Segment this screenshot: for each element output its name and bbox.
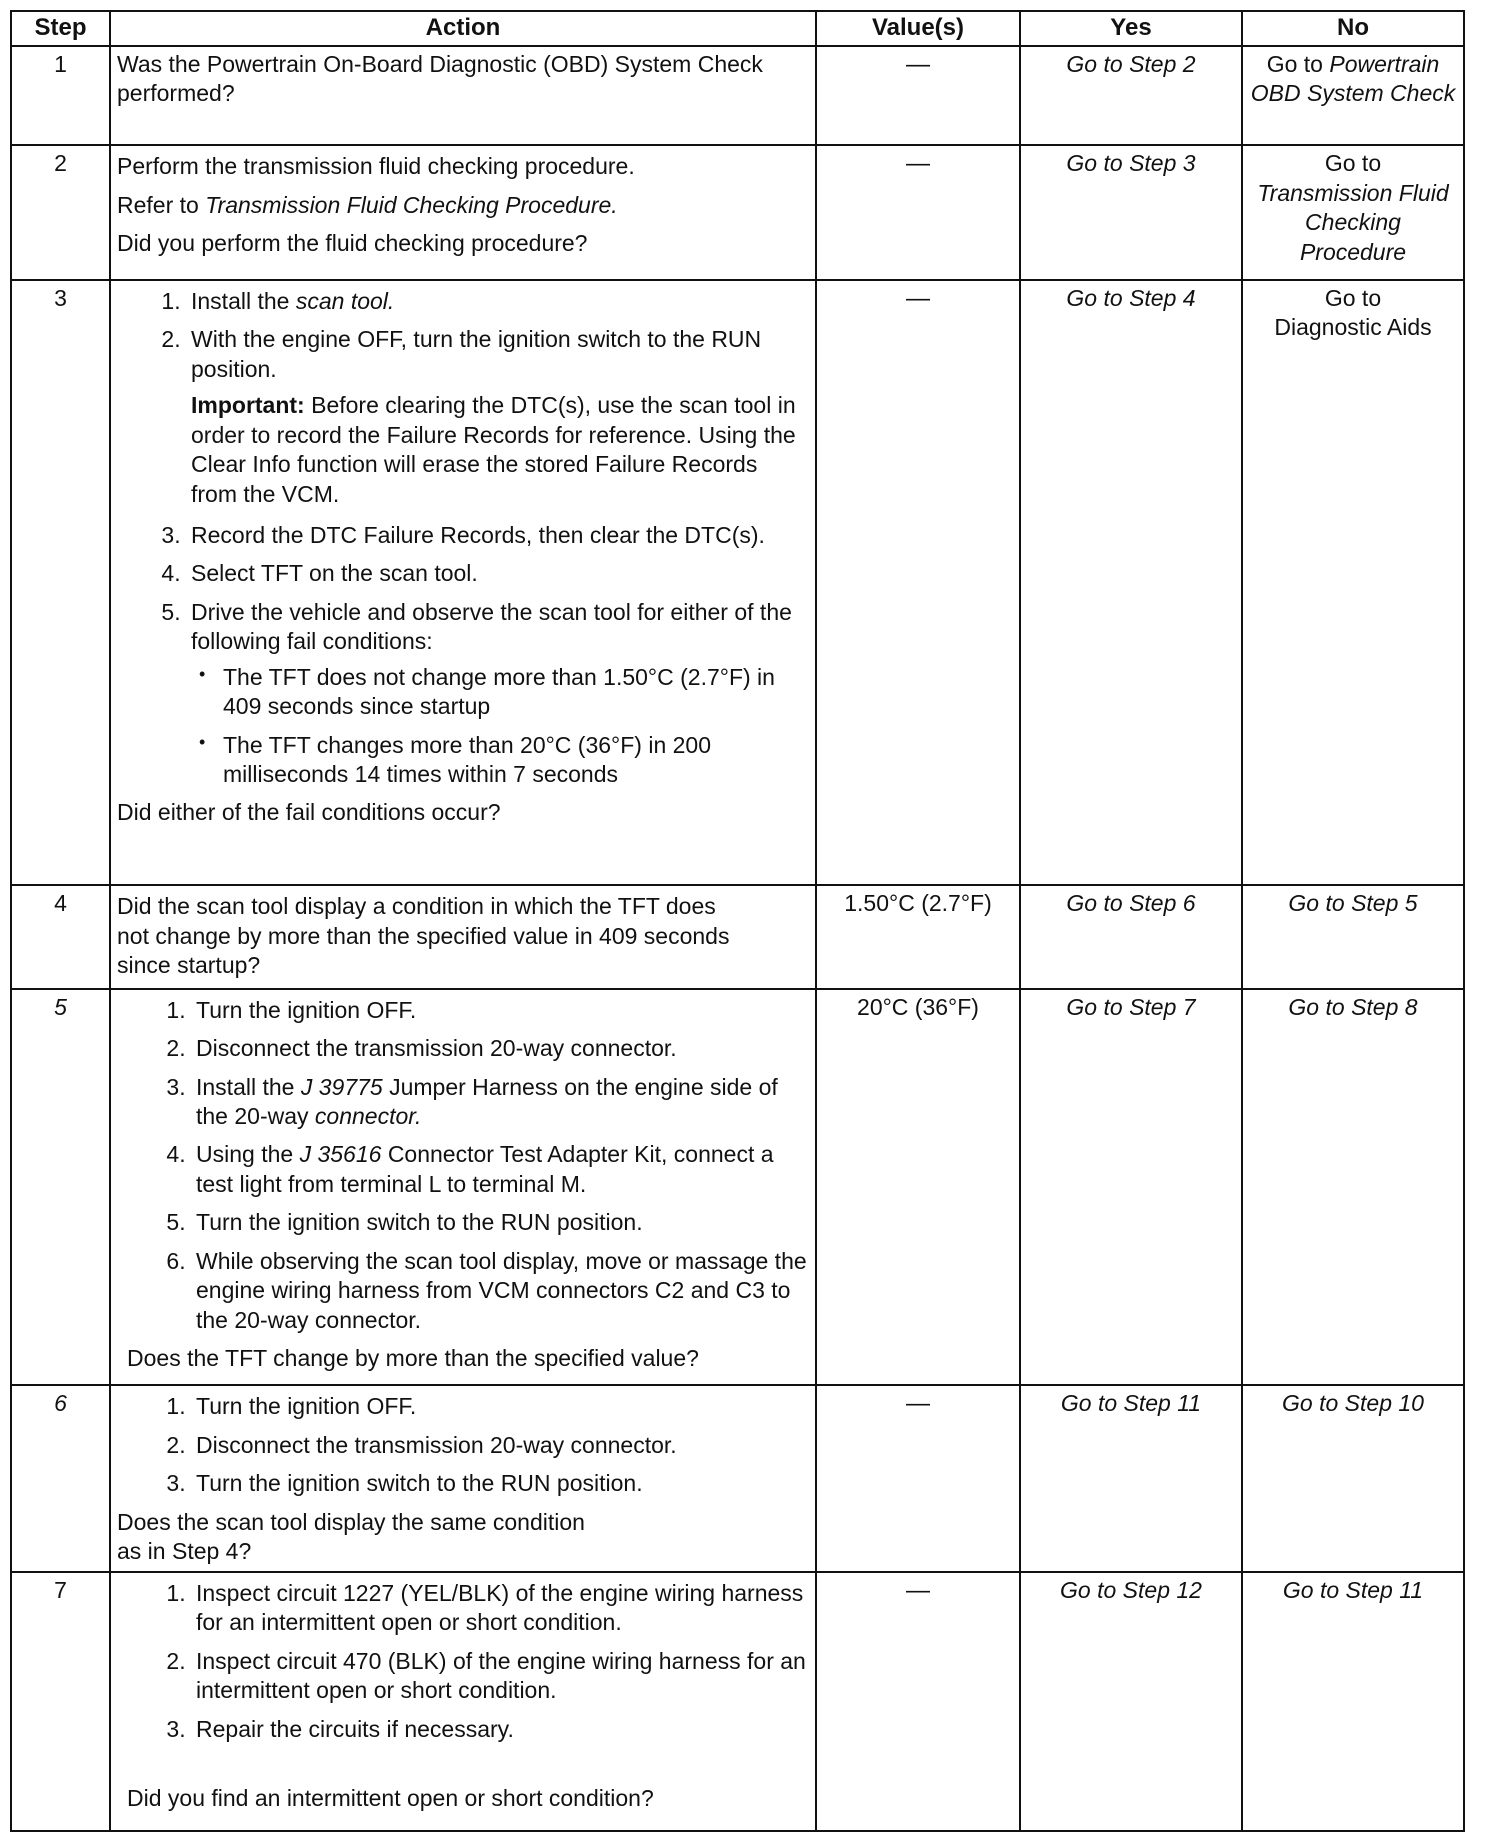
action-item: 1. Turn the ignition OFF.	[192, 1392, 809, 1421]
value-cell: —	[816, 1572, 1020, 1831]
header-values: Value(s)	[816, 11, 1020, 46]
action-question: Did you find an intermittent open or short condition?	[127, 1785, 654, 1812]
action-cell	[110, 885, 816, 988]
action-item: 5. Turn the ignition switch to the RUN position.	[192, 1208, 809, 1237]
no-cell: Go to Diagnostic Aids	[1242, 280, 1464, 885]
action-item: 2. Disconnect the transmission 20-way connector.	[192, 1034, 809, 1063]
yes-cell: Go to Step 6	[1020, 885, 1242, 988]
action-item: 3. Install the J 39775 Jumper Harness on the engine side of the 20-way connector.	[192, 1073, 809, 1132]
action-question: Did the scan tool display a condition in which the TFT does not change by more than the specified value in 409 seconds since startup?	[117, 893, 730, 979]
action-item: 3. Repair the circuits if necessary.	[192, 1715, 809, 1744]
yes-cell: Go to Step 2	[1020, 46, 1242, 145]
fail-condition: • The TFT changes more than 20°C (36°F) in 200 milliseconds 14 times within 7 seconds	[219, 731, 809, 790]
action-question: Did either of the fail conditions occur?	[117, 799, 501, 826]
no-cell: Go to Transmission Fluid Checking Procedure	[1242, 145, 1464, 280]
action-cell: Perform the transmission fluid checking procedure. Refer to Transmission Fluid Checking Procedure. Did you perform the fluid checking procedure?	[110, 145, 816, 280]
procedure-link: Transmission Fluid Checking Procedure.	[205, 191, 618, 218]
yes-cell: Go to Step 4	[1020, 280, 1242, 885]
value-cell: 20°C (36°F)	[816, 989, 1020, 1386]
table-row	[11, 46, 1464, 145]
action-item: 4. Select TFT on the scan tool.	[187, 559, 809, 588]
no-cell: Go to Step 5	[1242, 885, 1464, 988]
value-cell: —	[816, 280, 1020, 885]
no-link: Powertrain OBD System Check	[1250, 51, 1456, 107]
action-item: 1. Inspect circuit 1227 (YEL/BLK) of the engine wiring harness for an intermittent open or short condition.	[192, 1579, 809, 1638]
action-cell	[110, 1572, 816, 1831]
action-item: 2. With the engine OFF, turn the ignition switch to the RUN position.	[187, 325, 809, 384]
yes-cell: Go to Step 7	[1020, 989, 1242, 1386]
action-item: 1. Install the scan tool.	[187, 287, 809, 316]
action-question: Did you perform the fluid checking procedure?	[117, 230, 588, 257]
action-item: 2. Disconnect the transmission 20-way connector.	[192, 1431, 809, 1460]
value-cell: 1.50°C (2.7°F)	[816, 885, 1020, 988]
header-action: Action	[110, 11, 816, 46]
action-item: 2. Inspect circuit 470 (BLK) of the engine wiring harness for an intermittent open or short condition.	[192, 1647, 809, 1706]
action-question: Does the scan tool display the same condition as in Step 4?	[117, 1508, 585, 1564]
header-row	[11, 11, 1464, 46]
step-number: 6	[11, 1385, 110, 1572]
step-number: 7	[11, 1572, 110, 1831]
no-cell: Go to Step 11	[1242, 1572, 1464, 1831]
action-cell	[110, 280, 816, 885]
table-row	[11, 989, 1464, 1386]
step-number: 3	[11, 280, 110, 885]
step-number: 4	[11, 885, 110, 988]
no-link: Transmission Fluid Checking Procedure	[1257, 179, 1449, 265]
action-question: Does the TFT change by more than the specified value?	[127, 1345, 699, 1372]
step-number: 1	[11, 46, 110, 145]
step-number: 5	[11, 989, 110, 1386]
table-row	[11, 280, 1464, 885]
action-item: 3. Record the DTC Failure Records, then clear the DTC(s).	[187, 521, 809, 550]
diagnostic-table	[10, 10, 1465, 1832]
action-item: 1. Turn the ignition OFF.	[192, 996, 809, 1025]
yes-cell: Go to Step 11	[1020, 1385, 1242, 1572]
value-cell: —	[816, 46, 1020, 145]
table-row	[11, 1385, 1464, 1572]
header-no: No	[1242, 11, 1464, 46]
action-item: 6. While observing the scan tool display, move or massage the engine wiring harness from VCM connectors C2 and C3 to the 20-way connector.	[192, 1247, 809, 1335]
table-row	[11, 1572, 1464, 1831]
step-number: 2	[11, 145, 110, 280]
action-cell	[110, 1385, 816, 1572]
no-cell: Go to Step 8	[1242, 989, 1464, 1386]
table-row	[11, 885, 1464, 988]
action-question: Was the Powertrain On-Board Diagnostic (OBD) System Check performed?	[117, 51, 763, 107]
action-cell	[110, 46, 816, 145]
action-item: 5. Drive the vehicle and observe the scan tool for either of the following fail conditions: • The TFT does not change more than 1.50°C (2.7°F) in 409 seconds since startup • The TFT changes more than 20°C (36°F) in 200 milliseconds 14 times within 7 seconds	[187, 598, 809, 790]
no-cell: Go to Powertrain OBD System Check	[1242, 46, 1464, 145]
table-row	[11, 145, 1464, 280]
important-note: Important: Before clearing the DTC(s), use the scan tool in order to record the Failure Records for reference. Using the Clear Info function will erase the stored Failure Records from the VCM.	[191, 392, 796, 507]
header-yes: Yes	[1020, 11, 1242, 46]
action-cell	[110, 989, 816, 1386]
action-item: 4. Using the J 35616 Connector Test Adapter Kit, connect a test light from terminal L to terminal M.	[192, 1140, 809, 1199]
action-item: 3. Turn the ignition switch to the RUN position.	[192, 1469, 809, 1498]
yes-cell: Go to Step 12	[1020, 1572, 1242, 1831]
value-cell: —	[816, 145, 1020, 280]
yes-cell: Go to Step 3	[1020, 145, 1242, 280]
header-step: Step	[11, 11, 110, 46]
value-cell: —	[816, 1385, 1020, 1572]
fail-condition: • The TFT does not change more than 1.50°C (2.7°F) in 409 seconds since startup	[219, 663, 809, 722]
no-cell: Go to Step 10	[1242, 1385, 1464, 1572]
